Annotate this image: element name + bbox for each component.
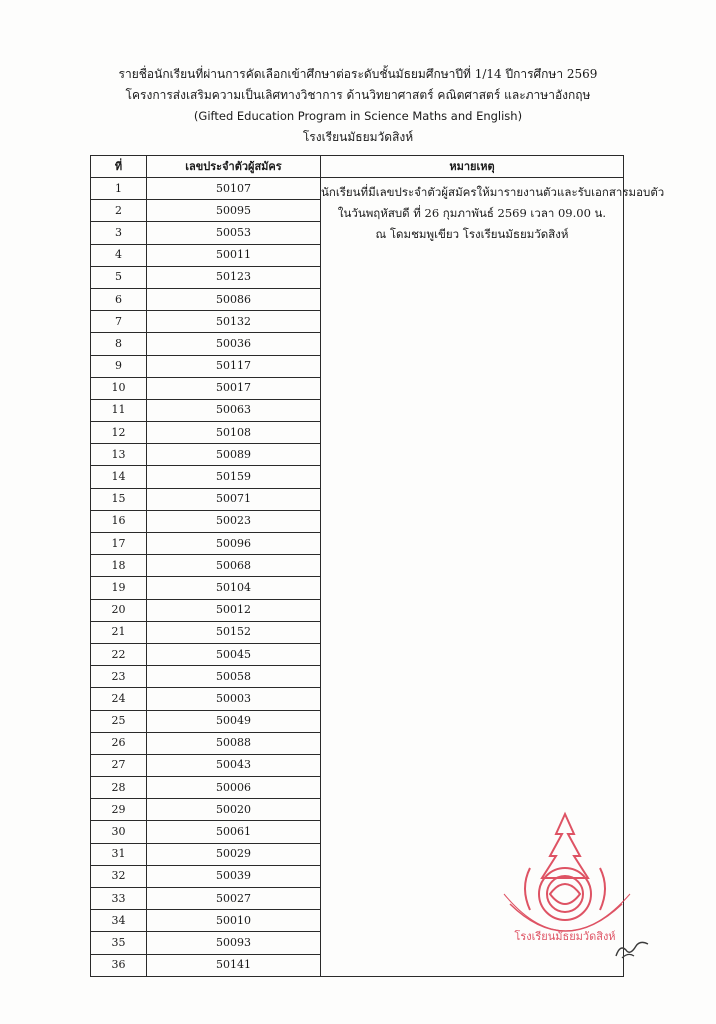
applicant-id: 50036 (147, 333, 321, 355)
row-number: 8 (91, 333, 147, 355)
document-header (0, 64, 716, 148)
applicant-id: 50093 (147, 932, 321, 954)
applicant-id: 50058 (147, 666, 321, 688)
applicant-id: 50107 (147, 178, 321, 200)
row-number: 23 (91, 666, 147, 688)
applicant-id: 50010 (147, 910, 321, 932)
applicant-id: 50117 (147, 355, 321, 377)
table-header-row (91, 156, 624, 178)
row-number: 35 (91, 932, 147, 954)
column-header-no: ที่ (91, 156, 147, 178)
applicant-id: 50061 (147, 821, 321, 843)
row-number: 15 (91, 488, 147, 510)
table-row (91, 178, 624, 200)
row-number: 24 (91, 688, 147, 710)
applicant-id: 50096 (147, 533, 321, 555)
row-number: 28 (91, 777, 147, 799)
applicant-id: 50039 (147, 865, 321, 887)
row-number: 29 (91, 799, 147, 821)
stamp-text: โรงเรียนมัธยมวัดสิงห์ (514, 930, 616, 943)
applicant-id: 50006 (147, 777, 321, 799)
applicant-id: 50123 (147, 266, 321, 288)
row-number: 17 (91, 533, 147, 555)
row-number: 31 (91, 843, 147, 865)
applicant-id: 50141 (147, 954, 321, 976)
row-number: 12 (91, 422, 147, 444)
row-number: 26 (91, 732, 147, 754)
signature (612, 938, 652, 960)
school-name: โรงเรียนมัธยมวัดสิงห์ (302, 130, 414, 144)
row-number: 20 (91, 599, 147, 621)
applicant-id: 50088 (147, 732, 321, 754)
row-number: 16 (91, 510, 147, 532)
note-line: นักเรียนที่มีเลขประจำตัวผู้สมัครให้มารายงานตัวและรับเอกสารมอบตัว (321, 185, 665, 199)
row-number: 13 (91, 444, 147, 466)
row-number: 7 (91, 311, 147, 333)
applicant-id: 50045 (147, 643, 321, 665)
row-number: 18 (91, 555, 147, 577)
row-number: 10 (91, 377, 147, 399)
applicant-id: 50089 (147, 444, 321, 466)
applicant-id: 50095 (147, 200, 321, 222)
applicant-id: 50104 (147, 577, 321, 599)
row-number: 6 (91, 288, 147, 310)
title-line-2: โครงการส่งเสริมความเป็นเลิศทางวิชาการ ด้านวิทยาศาสตร์ คณิตศาสตร์ และภาษาอังกฤษ (125, 88, 591, 102)
row-number: 4 (91, 244, 147, 266)
applicant-id: 50071 (147, 488, 321, 510)
column-header-note: หมายเหตุ (321, 156, 624, 178)
note-line: ณ โดมชมพูเขียว โรงเรียนมัธยมวัดสิงห์ (375, 227, 569, 241)
applicant-id: 50049 (147, 710, 321, 732)
applicant-id: 50029 (147, 843, 321, 865)
applicant-id: 50011 (147, 244, 321, 266)
applicant-id: 50017 (147, 377, 321, 399)
applicant-id: 50043 (147, 754, 321, 776)
applicant-id: 50086 (147, 288, 321, 310)
row-number: 11 (91, 399, 147, 421)
applicant-id: 50159 (147, 466, 321, 488)
row-number: 25 (91, 710, 147, 732)
row-number: 3 (91, 222, 147, 244)
row-number: 32 (91, 865, 147, 887)
applicant-id: 50152 (147, 621, 321, 643)
row-number: 33 (91, 888, 147, 910)
title-line-3: (Gifted Education Program in Science Maths and English) (193, 109, 523, 123)
applicant-id: 50108 (147, 422, 321, 444)
applicant-id: 50027 (147, 888, 321, 910)
row-number: 19 (91, 577, 147, 599)
row-number: 30 (91, 821, 147, 843)
row-number: 5 (91, 266, 147, 288)
title-line-1: รายชื่อนักเรียนที่ผ่านการคัดเลือกเข้าศึกษาต่อระดับชั้นมัธยมศึกษาปีที่ 1/14 ปีการศึกษา 2569 (118, 67, 598, 81)
applicant-id: 50020 (147, 799, 321, 821)
applicant-id: 50023 (147, 510, 321, 532)
row-number: 2 (91, 200, 147, 222)
note-line: ในวันพฤหัสบดี ที่ 26 กุมภาพันธ์ 2569 เวลา 09.00 น. (337, 206, 607, 220)
row-number: 36 (91, 954, 147, 976)
row-number: 14 (91, 466, 147, 488)
applicant-id: 50132 (147, 311, 321, 333)
row-number: 9 (91, 355, 147, 377)
applicant-id: 50003 (147, 688, 321, 710)
applicant-id: 50012 (147, 599, 321, 621)
row-number: 22 (91, 643, 147, 665)
row-number: 1 (91, 178, 147, 200)
row-number: 34 (91, 910, 147, 932)
row-number: 27 (91, 754, 147, 776)
applicant-id: 50053 (147, 222, 321, 244)
column-header-applicant-id: เลขประจำตัวผู้สมัคร (147, 156, 321, 178)
row-number: 21 (91, 621, 147, 643)
applicant-id: 50063 (147, 399, 321, 421)
school-seal-stamp (490, 808, 640, 958)
applicant-id: 50068 (147, 555, 321, 577)
